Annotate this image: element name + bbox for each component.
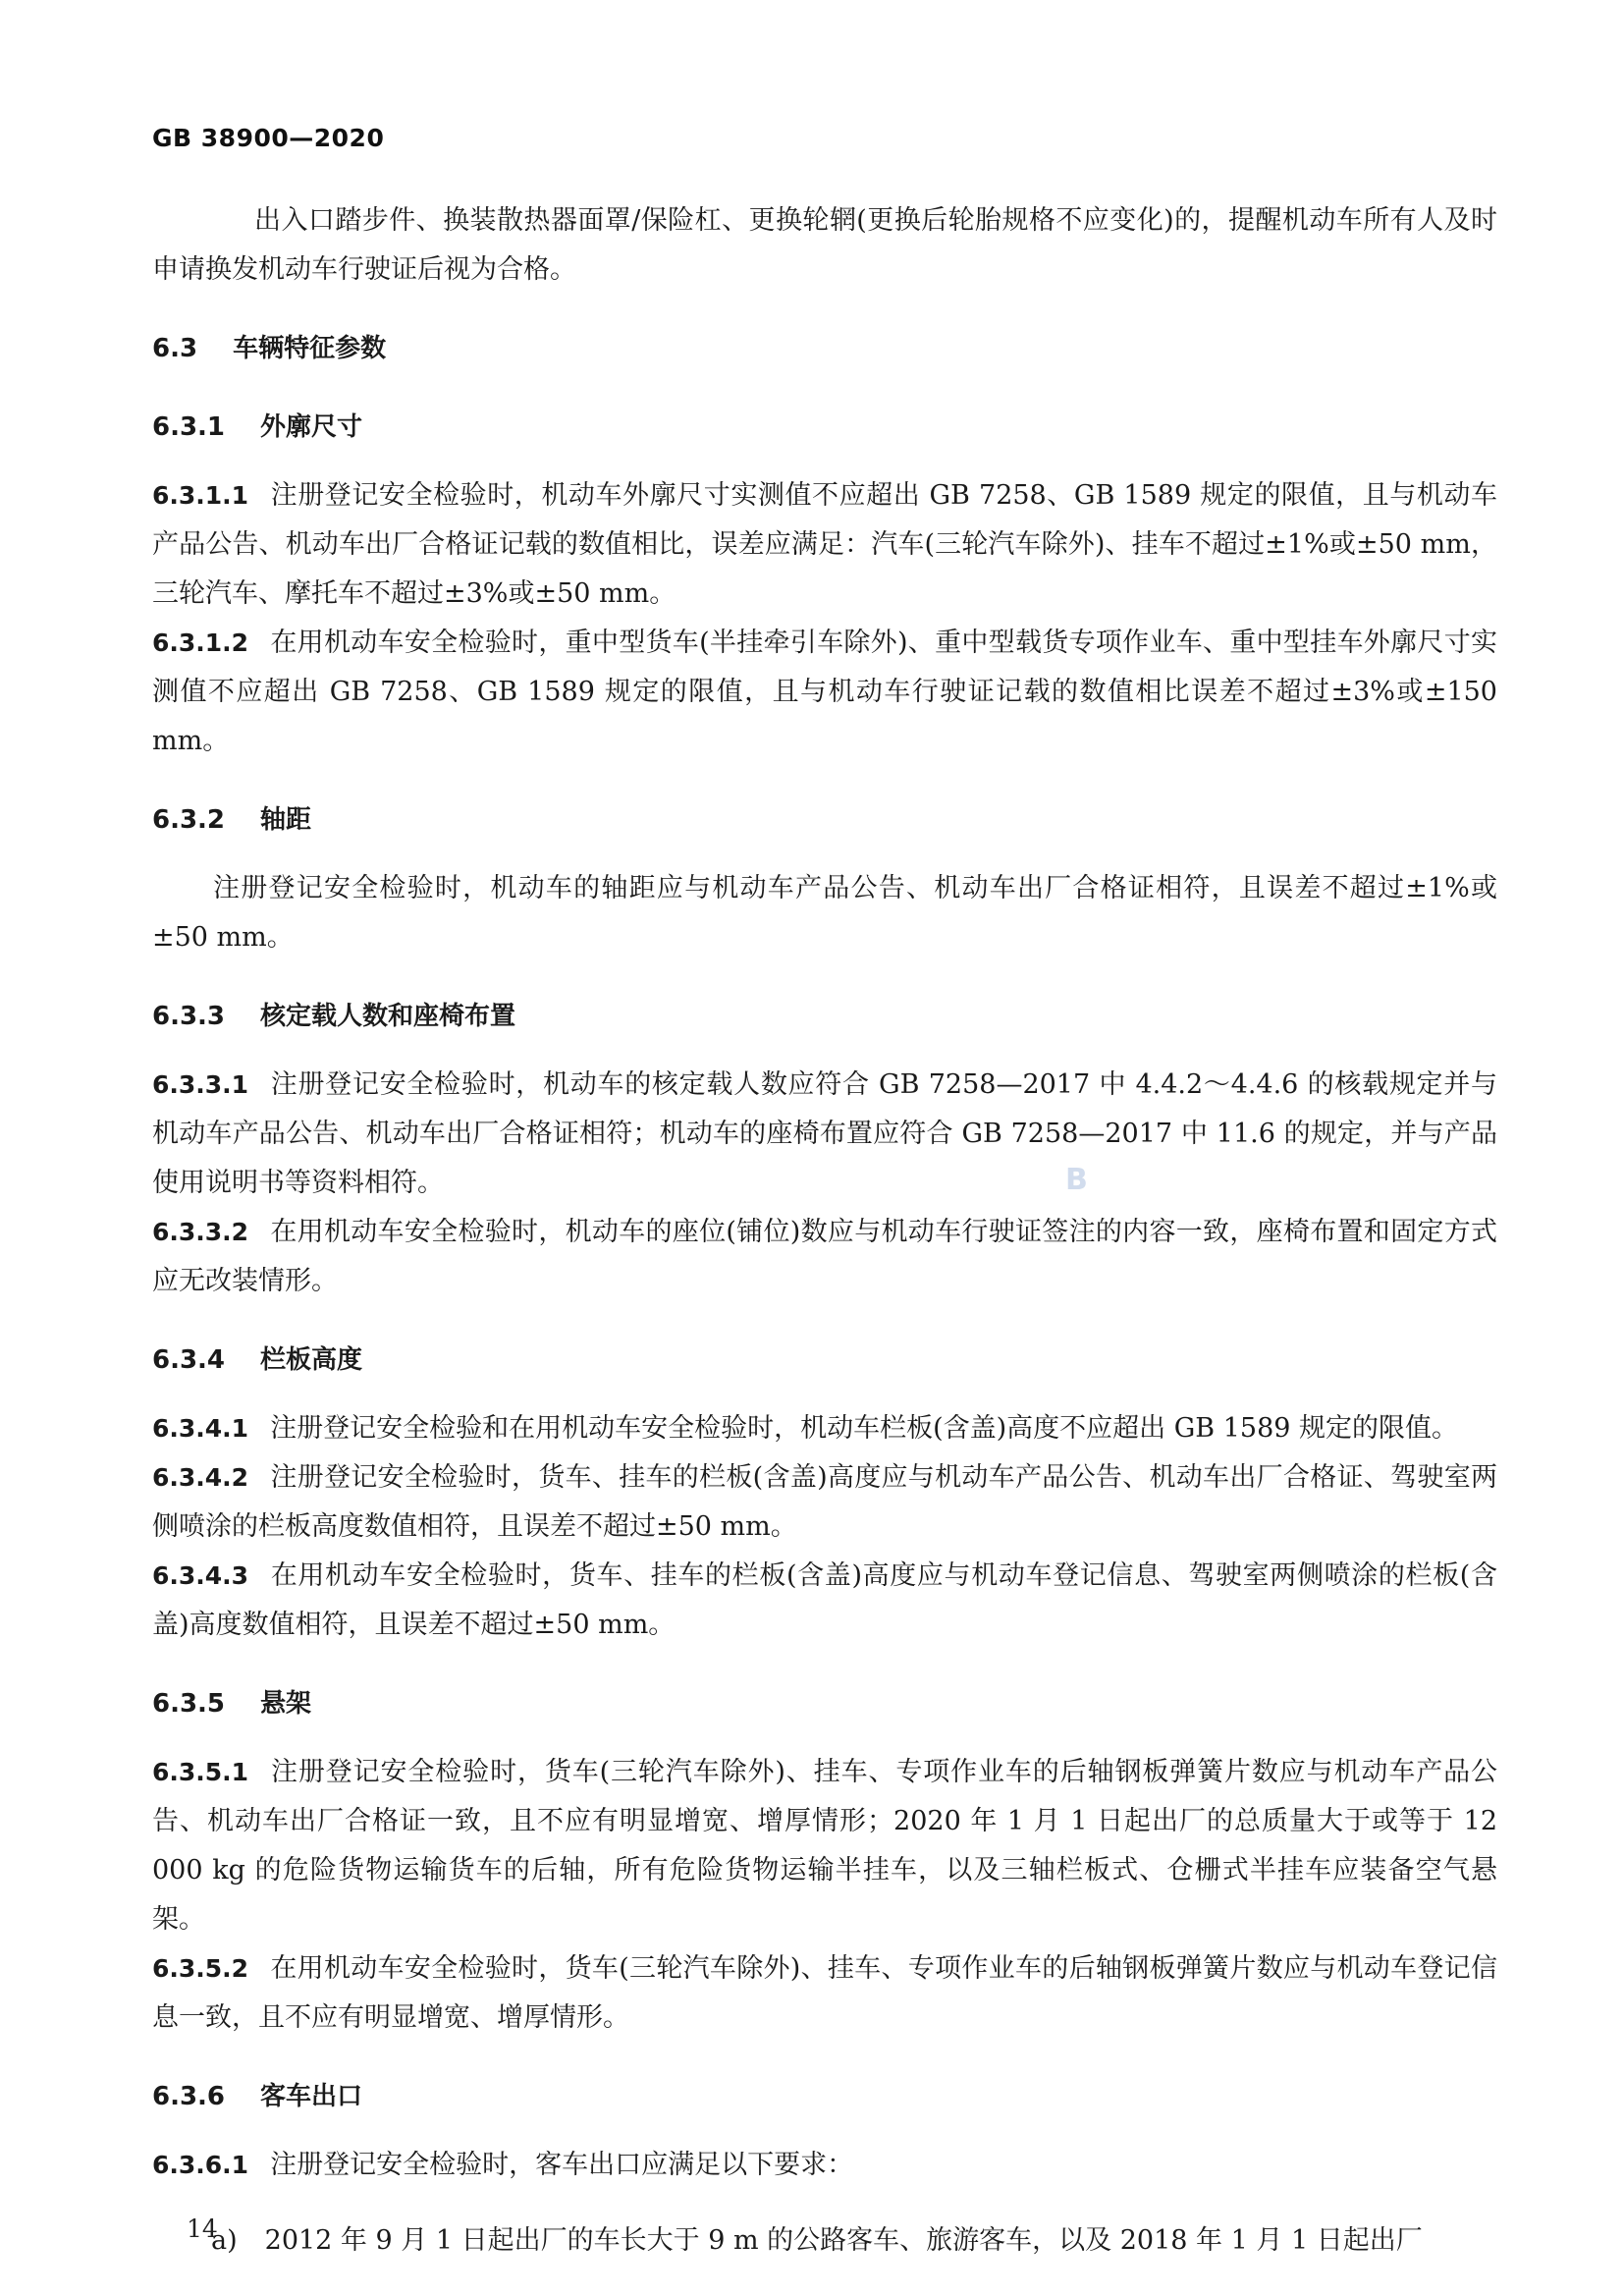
section-title: 车辆特征参数 (233, 334, 387, 363)
section-number: 6.3.1 (152, 412, 226, 442)
section-heading-6-3-5 (152, 1679, 1497, 1728)
clause-text: 注册登记安全检验时，货车(三轮汽车除外)、挂车、专项作业车的后轴钢板弹簧片数应与机动车产品公告、机动车出厂合格证一致，且不应有明显增宽、增厚情形；2020 年 1 月 1 日起出厂的总质量大于或等于 12 000 kg 的危险货物运输货车的后轴，所有危险货物运输半挂车，以及三轴栏板式、仓栅式半挂车应装备空气悬架。 (152, 1757, 1497, 1935)
section-heading-6-3-6 (152, 2072, 1497, 2121)
clause-6-3-6-1 (152, 2141, 1497, 2190)
clause-text: 注册登记安全检验时，机动车的核定载人数应符合 GB 7258—2017 中 4.4.2～4.4.6 的核载规定并与机动车产品公告、机动车出厂合格证相符；机动车的座椅布置应符合 GB 7258—2017 中 11.6 的规定，并与产品使用说明书等资料相符。 (152, 1069, 1497, 1198)
section-heading-6-3-2 (152, 795, 1497, 845)
clause-6-3-1-1 (152, 471, 1497, 619)
clause-6-3-3-1 (152, 1061, 1497, 1208)
clause-number: 6.3.3.2 (152, 1218, 249, 1246)
standard-code-header: GB 38900—2020 (152, 124, 385, 152)
section-heading-6-3-4 (152, 1336, 1497, 1385)
clause-text: 注册登记安全检验时，机动车外廓尺寸实测值不应超出 GB 7258、GB 1589 规定的限值，且与机动车产品公告、机动车出厂合格证记载的数值相比，误差应满足：汽车(三轮汽车除外)、挂车不超过±1%或±50 mm，三轮汽车、摩托车不超过±3%或±50 mm。 (152, 480, 1497, 609)
list-item-text: 2012 年 9 月 1 日起出厂的车长大于 9 m 的公路客车、旅游客车，以及 2018 年 1 月 1 日起出厂 (264, 2225, 1423, 2256)
section-heading-6-3 (152, 324, 1497, 373)
clause-number: 6.3.5.2 (152, 1954, 249, 1983)
clause-number: 6.3.6.1 (152, 2151, 249, 2179)
clause-text: 注册登记安全检验和在用机动车安全检验时，机动车栏板(含盖)高度不应超出 GB 1589 规定的限值。 (270, 1413, 1459, 1444)
section-title: 客车出口 (260, 2082, 363, 2111)
section-title: 核定载人数和座椅布置 (260, 1002, 516, 1031)
clause-number: 6.3.4.3 (152, 1561, 249, 1590)
clause-6-3-3-2 (152, 1208, 1497, 1306)
section-number: 6.3.3 (152, 1002, 226, 1031)
page-number: 14 (187, 2214, 218, 2243)
list-item-a (152, 2216, 1497, 2266)
list-item-label: a) (211, 2225, 238, 2256)
clause-6-3-4-3 (152, 1552, 1497, 1650)
section-title: 悬架 (260, 1689, 312, 1719)
clause-number: 6.3.3.1 (152, 1070, 249, 1099)
clause-number: 6.3.1.2 (152, 629, 249, 657)
section-number: 6.3.4 (152, 1345, 226, 1375)
clause-6-3-5-2 (152, 1944, 1497, 2043)
clause-text: 在用机动车安全检验时，货车(三轮汽车除外)、挂车、专项作业车的后轴钢板弹簧片数应与机动车登记信息一致，且不应有明显增宽、增厚情形。 (152, 1953, 1497, 2033)
continued-paragraph: 出入口踏步件、换装散热器面罩/保险杠、更换轮辋(更换后轮胎规格不应变化)的，提醒机动车所有人及时申请换发机动车行驶证后视为合格。 (152, 205, 1497, 285)
section-title: 栏板高度 (260, 1345, 363, 1375)
clause-number: 6.3.4.1 (152, 1414, 249, 1443)
section-heading-6-3-1 (152, 403, 1497, 452)
clause-6-3-4-1 (152, 1404, 1497, 1453)
clause-number: 6.3.5.1 (152, 1758, 249, 1786)
section-title: 轴距 (260, 805, 312, 835)
section-number: 6.3 (152, 334, 198, 363)
paragraph-6-3-2: 注册登记安全检验时，机动车的轴距应与机动车产品公告、机动车出厂合格证相符，且误差不超过±1%或±50 mm。 (152, 873, 1497, 953)
clause-text: 在用机动车安全检验时，机动车的座位(铺位)数应与机动车行驶证签注的内容一致，座椅布置和固定方式应无改装情形。 (152, 1217, 1497, 1296)
clause-6-3-5-1 (152, 1748, 1497, 1944)
section-title: 外廓尺寸 (260, 412, 363, 442)
document-body (152, 196, 1497, 2292)
watermark-logo-icon: B (1065, 1163, 1088, 1197)
section-heading-6-3-3 (152, 992, 1497, 1041)
clause-text: 在用机动车安全检验时，重中型货车(半挂牵引车除外)、重中型载货专项作业车、重中型挂车外廓尺寸实测值不应超出 GB 7258、GB 1589 规定的限值，且与机动车行驶证记载的数值相比误差不超过±3%或±150 mm。 (152, 628, 1497, 756)
section-number: 6.3.6 (152, 2082, 226, 2111)
clause-text: 在用机动车安全检验时，货车、挂车的栏板(含盖)高度应与机动车登记信息、驾驶室两侧喷涂的栏板(含盖)高度数值相符，且误差不超过±50 mm。 (152, 1560, 1497, 1640)
clause-6-3-4-2 (152, 1453, 1497, 1552)
clause-number: 6.3.4.2 (152, 1463, 249, 1492)
clause-number: 6.3.1.1 (152, 481, 249, 510)
section-number: 6.3.2 (152, 805, 226, 835)
clause-text: 注册登记安全检验时，客车出口应满足以下要求： (270, 2150, 854, 2180)
clause-6-3-1-2 (152, 619, 1497, 766)
section-number: 6.3.5 (152, 1689, 226, 1719)
clause-text: 注册登记安全检验时，货车、挂车的栏板(含盖)高度应与机动车产品公告、机动车出厂合格证、驾驶室两侧喷涂的栏板高度数值相符，且误差不超过±50 mm。 (152, 1462, 1497, 1542)
